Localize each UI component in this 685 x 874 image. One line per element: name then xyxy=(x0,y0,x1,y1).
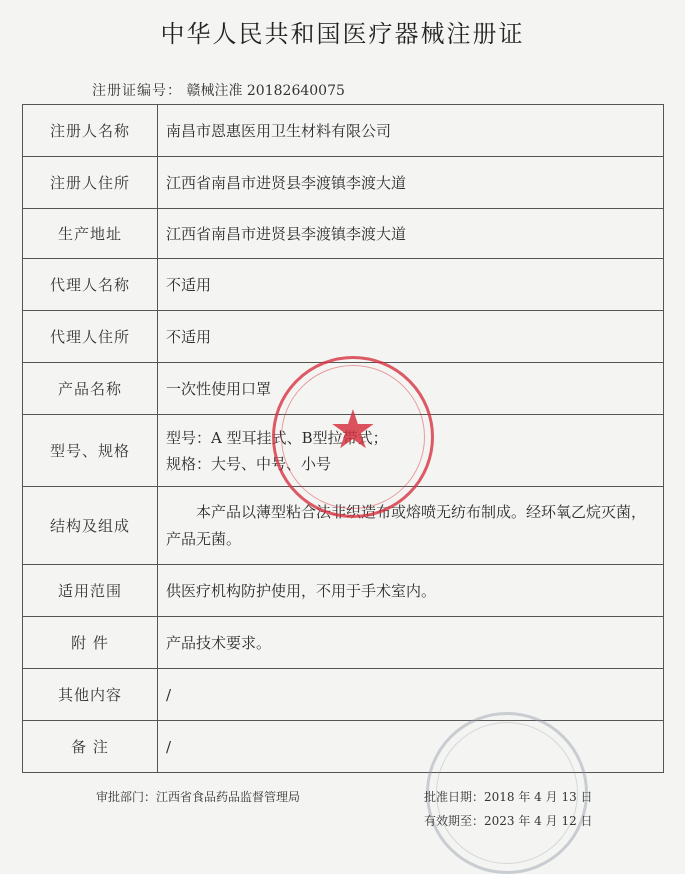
field-label: 代理人住所 xyxy=(23,311,158,363)
field-label: 其他内容 xyxy=(23,669,158,721)
registration-number-label: 注册证编号： xyxy=(92,83,182,99)
registration-number-value: 赣械注准 20182640075 xyxy=(186,83,345,99)
expiry-date xyxy=(424,812,593,829)
approval-date-value: 2018 年 4 月 13 日 xyxy=(484,790,593,804)
field-value: / xyxy=(158,669,664,721)
field-label: 注册人名称 xyxy=(23,105,158,157)
table-row xyxy=(23,311,664,363)
field-value: 江西省南昌市进贤县李渡镇李渡大道 xyxy=(158,157,664,209)
field-value: / xyxy=(158,721,664,773)
field-label: 结构及组成 xyxy=(23,487,158,565)
table-row xyxy=(23,105,664,157)
table-row xyxy=(23,259,664,311)
field-label: 型号、规格 xyxy=(23,415,158,487)
field-label: 备 注 xyxy=(23,721,158,773)
size-line: 规格：大号、中号、小号 xyxy=(166,454,332,473)
star-icon: ★ xyxy=(328,398,378,461)
company-seal xyxy=(272,356,434,518)
field-label: 代理人名称 xyxy=(23,259,158,311)
table-row xyxy=(23,617,664,669)
table-row xyxy=(23,669,664,721)
field-value: 不适用 xyxy=(158,259,664,311)
field-value: 供医疗机构防护使用，不用于手术室内。 xyxy=(158,565,664,617)
field-label: 注册人住所 xyxy=(23,157,158,209)
certificate-title: 中华人民共和国医疗器械注册证 xyxy=(160,20,525,48)
table-row xyxy=(23,209,664,259)
approval-date-label: 批准日期： xyxy=(424,790,485,804)
field-label: 产品名称 xyxy=(23,363,158,415)
registration-number xyxy=(92,80,345,100)
table-row xyxy=(23,565,664,617)
field-value: 本产品以薄型粘合法非织造布或熔喷无纺布制成。经环氧乙烷灭菌，产品无菌。 xyxy=(158,487,664,565)
field-value: 江西省南昌市进贤县李渡镇李渡大道 xyxy=(158,209,664,259)
authority-label: 审批部门： xyxy=(96,790,157,804)
field-value: 不适用 xyxy=(158,311,664,363)
expiry-date-value: 2023 年 4 月 12 日 xyxy=(484,814,593,828)
expiry-date-label: 有效期至： xyxy=(424,814,485,828)
field-label: 适用范围 xyxy=(23,565,158,617)
authority-name: 江西省食品药品监督管理局 xyxy=(156,790,301,804)
field-value: 南昌市恩惠医用卫生材料有限公司 xyxy=(158,105,664,157)
table-row xyxy=(23,157,664,209)
model-line: 型号：A 型耳挂式、B型拉带式； xyxy=(166,428,388,447)
field-label: 附 件 xyxy=(23,617,158,669)
field-value: 产品技术要求。 xyxy=(158,617,664,669)
field-label: 生产地址 xyxy=(23,209,158,259)
approval-date xyxy=(424,788,593,805)
field-value: 一次性使用口罩 xyxy=(158,363,664,415)
approval-authority xyxy=(96,788,300,805)
